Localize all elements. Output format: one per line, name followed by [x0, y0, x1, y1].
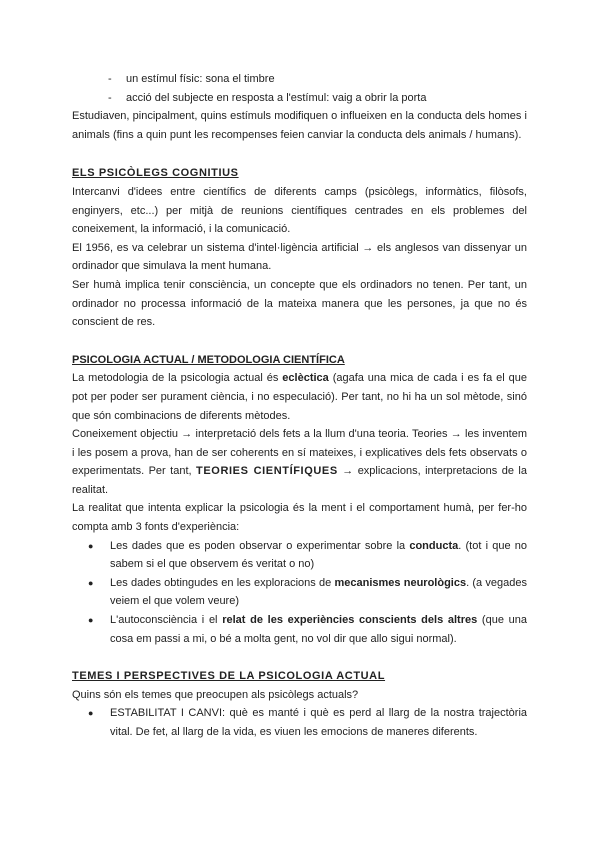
- bullet-icon: ●: [88, 540, 94, 551]
- bullet-icon: ●: [88, 708, 94, 719]
- list-item: ● Les dades que es poden observar o experimentar sobre la conducta. (tot i que no sabem si el que observem és veritat o no): [110, 537, 527, 574]
- paragraph: Ser humà implica tenir consciència, un concepte que els ordinadors no tenen. Per tant, un ordinador no processa informació de la mateixa manera que les persones, ja que no és conscient de res.: [72, 278, 527, 329]
- paragraph: La metodologia de la psicologia actual és eclèctica (agafa una mica de cada i es fa el que pot per poder ser purament ciència, i no especulació). Per tant, no hi ha un sol mètode, sinó que són combinacions de diferents mètodes.: [72, 372, 527, 422]
- document-page: [72, 70, 527, 742]
- intro-paragraph: Estudiaven, pincipalment, quins estímuls modifiquen o influeixen en la conducta dels homes i animals (fins a quin punt les recompenses feien canviar la conducta dels animals / humans).: [72, 110, 527, 141]
- paragraph: Quins són els temes que preocupen als psicòlegs actuals?: [72, 688, 359, 701]
- bullet-icon: ●: [88, 577, 94, 588]
- section-heading-cognitius: ELS PSICÒLEGS COGNITIUS: [72, 167, 239, 180]
- paragraph: Coneixement objectiu → interpretació dels fets a la llum d'una teoria. Teories → les inventem i les posem a prova, han de ser coherents en sí mateixes, i explicatives dels fets observats o experimentats. Per tant, TEORIES CIENTÍFIQUES → explicacions, interpretacions de la realitat.: [72, 428, 527, 496]
- paragraph: El 1956, es va celebrar un sistema d'intel·ligència artificial → els anglesos van dissenyar un ordinador que simulava la ment humana.: [72, 241, 527, 273]
- list-item: ● L'autoconsciència i el relat de les experiències conscients dels altres (que una cosa em passi a mi, o bé a molta gent, no vol dir que allo sigui normal).: [110, 611, 527, 648]
- paragraph: Intercanvi d'idees entre científics de diferents camps (psicòlegs, informàtics, filòsofs, enginyers, etc...) per mitjà de reunions científiques centrades en els problemes del coneixement, la informació, i la comunicació.: [72, 185, 527, 236]
- list-item: ● ESTABILITAT I CANVI: què es manté i què es perd al llarg de la nostra trajectòria vital. De fet, al llarg de la vida, es viuen les emocions de maneres diferents.: [110, 704, 527, 741]
- section-heading-actual: PSICOLOGIA ACTUAL / METODOLOGIA CIENTÍFICA: [72, 353, 345, 366]
- list-item: - acció del subjecte en resposta a l'estímul: vaig a obrir la porta: [108, 91, 427, 104]
- paragraph: La realitat que intenta explicar la psicologia és la ment i el comportament humà, per fer-ho compta amb 3 fonts d'experiència:: [72, 502, 527, 534]
- list-item: ● Les dades obtingudes en les exploracions de mecanismes neurològics. (a vegades veiem el que volem veure): [110, 574, 527, 611]
- list-item: - un estímul físic: sona el timbre: [108, 73, 275, 85]
- section-heading-temes: TEMES I PERSPECTIVES DE LA PSICOLOGIA ACTUAL: [72, 670, 386, 683]
- bullet-icon: ●: [88, 615, 94, 626]
